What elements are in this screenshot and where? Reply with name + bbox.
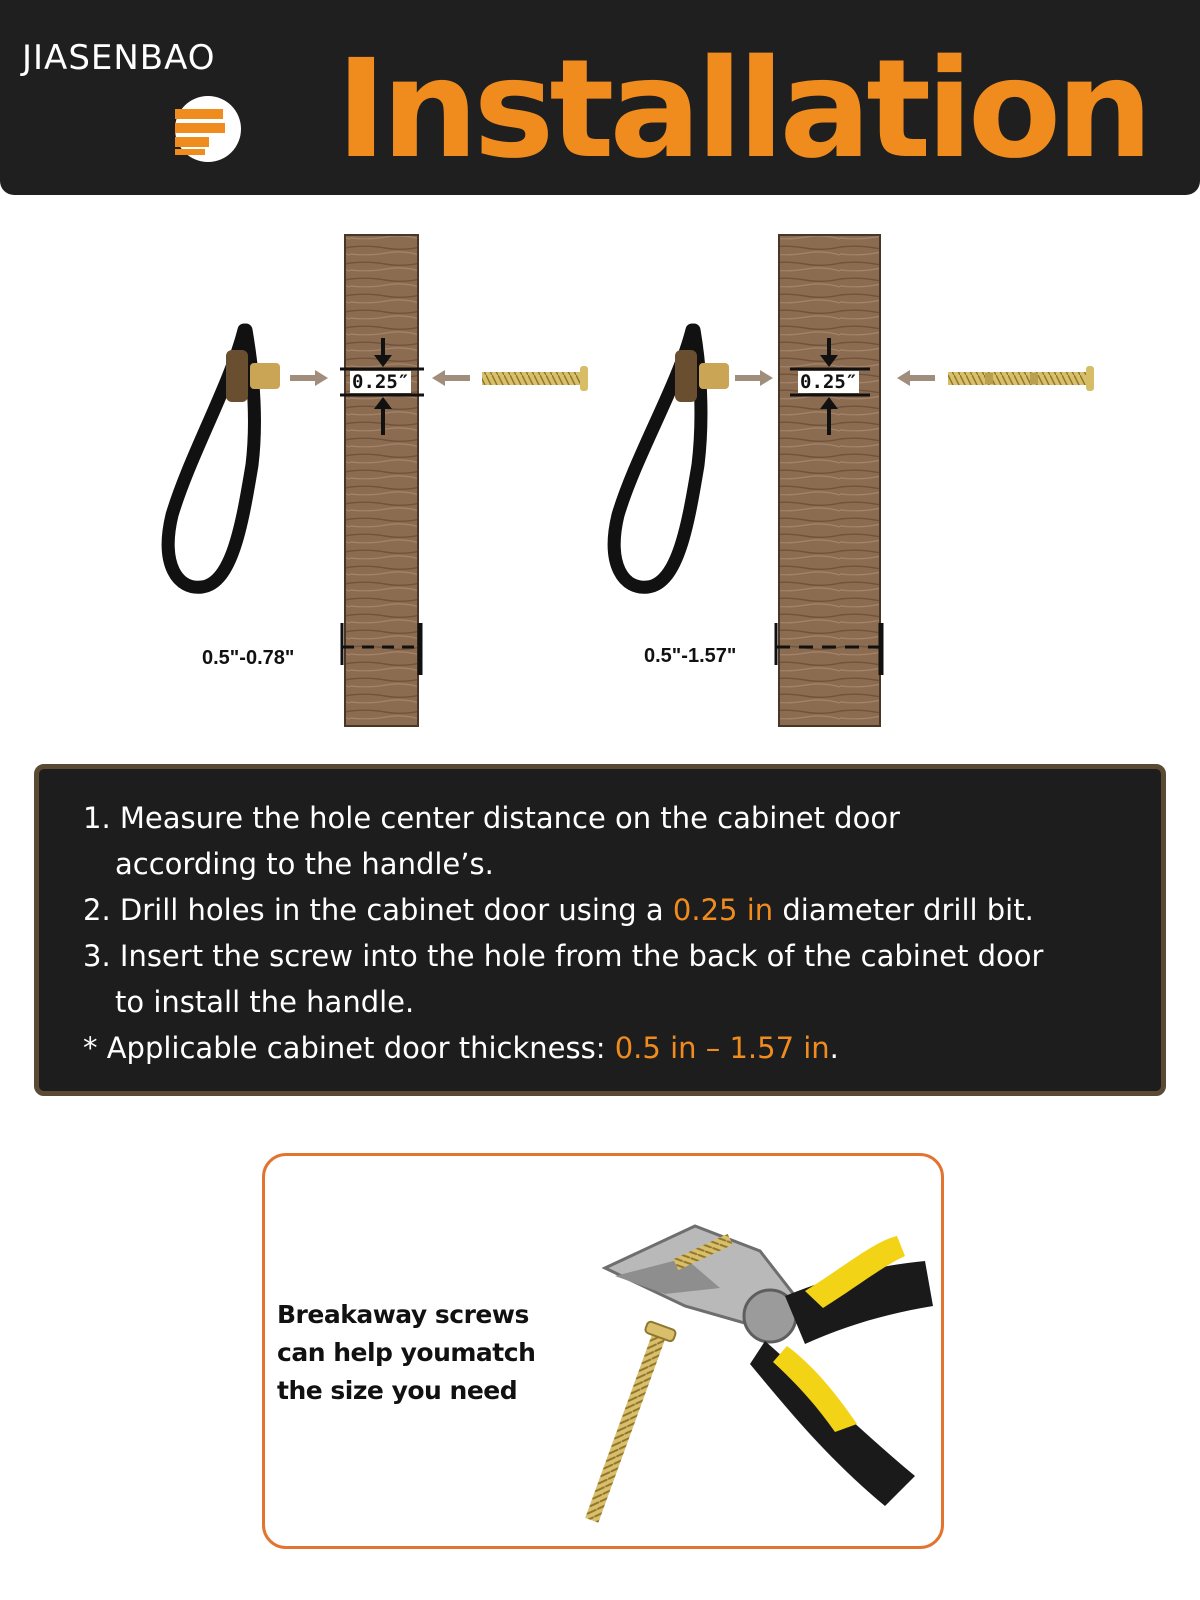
right-arrow-to-door [735, 370, 773, 386]
thickness-note [83, 1025, 1123, 1071]
breakaway-tip-card [262, 1153, 944, 1549]
brand-logo-icon [172, 95, 244, 163]
left-thickness-label: 0.5"-0.78" [202, 647, 295, 669]
step-2-text-end: diameter drill bit. [773, 893, 1034, 927]
instructions-panel [34, 764, 1166, 1096]
step-3-line-2: to install the handle. [115, 985, 415, 1019]
step-1-line-1: 1. Measure the hole center distance on the cabinet door [83, 801, 900, 835]
left-door-board [345, 235, 418, 726]
note-period: . [829, 1031, 839, 1065]
step-3-line-1: 3. Insert the screw into the hole from the back of the cabinet door [83, 939, 1044, 973]
right-hole-size-label: 0.25″ [800, 371, 858, 393]
page-title: Installation [336, 31, 1149, 189]
diagram-artwork [0, 195, 1200, 755]
right-thickness-label: 0.5"-1.57" [644, 645, 737, 667]
note-text: * Applicable cabinet door thickness: [83, 1031, 615, 1065]
installation-diagram [0, 195, 1200, 755]
right-breakaway-screw-icon [948, 366, 1094, 391]
tip-line-2: can help youmatch [277, 1338, 536, 1367]
step-2-text: 2. Drill holes in the cabinet door using a [83, 893, 673, 927]
tip-line-3: the size you need [277, 1376, 518, 1405]
step-2-drill-size: 0.25 in [672, 893, 774, 927]
left-leather-handle [168, 330, 280, 587]
left-hole-size-label: 0.25″ [352, 371, 410, 393]
tip-line-1: Breakaway screws [277, 1300, 529, 1329]
step-1-line-2: according to the handle’s. [115, 847, 494, 881]
left-arrow-to-door [290, 370, 328, 386]
left-arrow-from-screw [432, 370, 470, 386]
step-2 [83, 887, 1123, 933]
brand-name: JIASENBAO [22, 38, 216, 78]
right-leather-handle [614, 330, 729, 587]
right-arrow-from-screw [897, 370, 935, 386]
note-thickness-range: 0.5 in – 1.57 in [614, 1031, 830, 1065]
right-door-board [779, 235, 880, 726]
left-screw-icon [482, 366, 588, 391]
pliers-and-screw-icon [505, 1196, 935, 1526]
header-banner [0, 0, 1200, 195]
